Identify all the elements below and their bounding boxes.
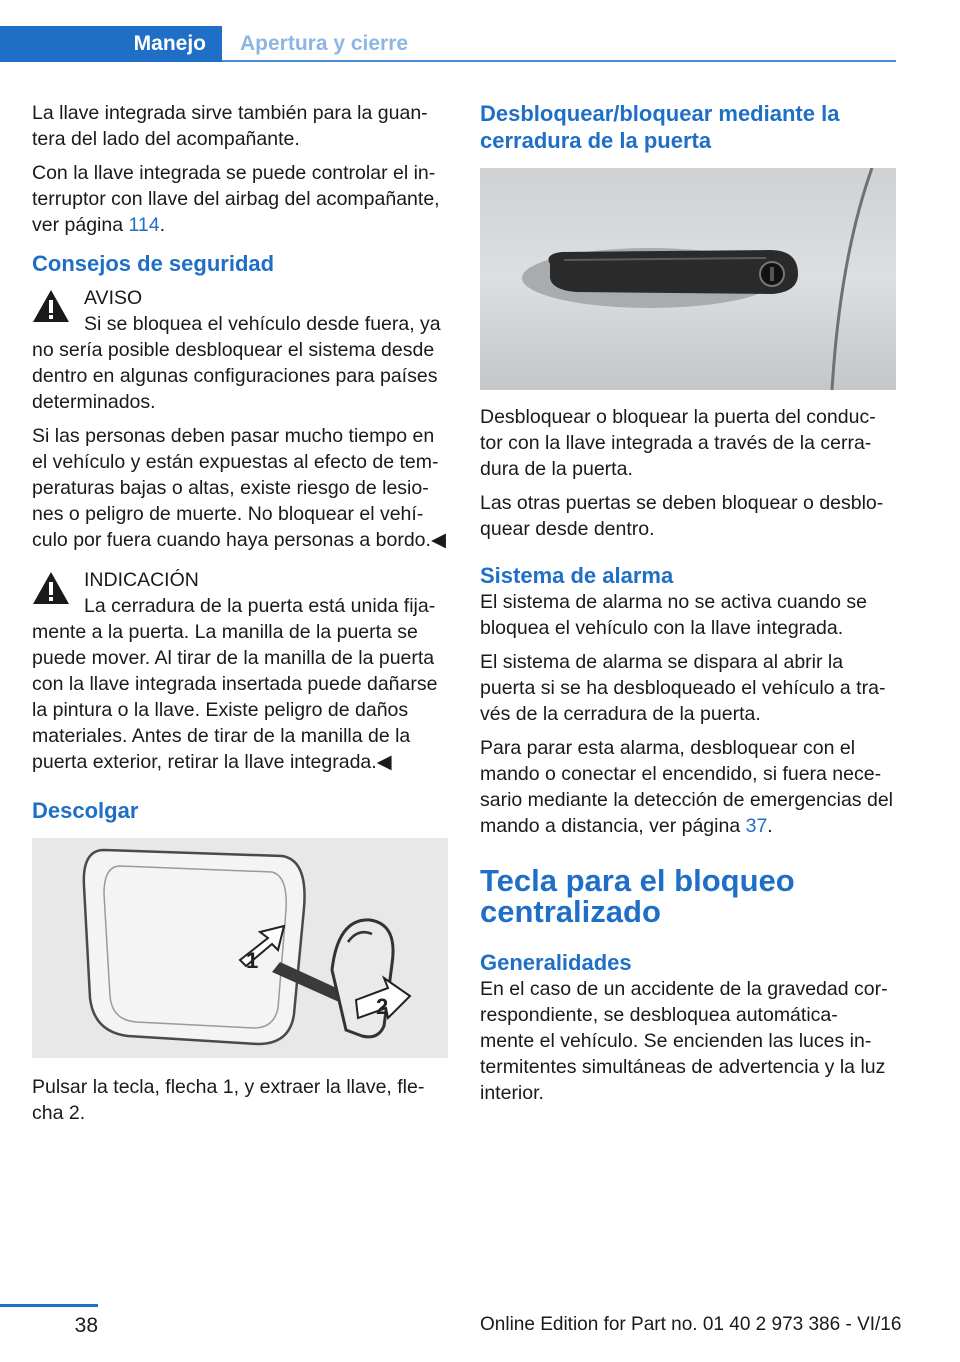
paragraph-other-doors: Las otras puertas se deben bloquear o desblo‐ quear desde dentro. (480, 492, 884, 540)
heading-descolgar: Descolgar (32, 798, 139, 823)
warning-title-indicacion: INDICACIÓN (84, 569, 199, 591)
caption-key-removal: Pulsar la tecla, flecha 1, y extraer la llave, fle‐ cha 2. (32, 1076, 425, 1124)
paragraph-alarm-1: El sistema de alarma no se activa cuando se bloquea el vehículo con la llave integrada. (480, 591, 867, 639)
page-link-114[interactable]: 114 (128, 214, 160, 236)
paragraph-lock-driver-door: Desbloquear o bloquear la puerta del conduc‐ tor con la llave integrada a través de la cerra‐ dura de la puerta. (480, 406, 876, 480)
warning-body-aviso: Si se bloquea el vehículo desde fuera, ya no sería posible desbloquear el sistema desde dentro en algunas configuraciones para países determinados. (32, 313, 441, 413)
figure-key-removal (32, 838, 448, 1058)
key-removal-illustration (32, 838, 448, 1058)
warning-body-indicacion: La cerradura de la puerta está unida fija‐ mente a la puerta. La manilla de la puerta se puede mover. Al tirar de la manilla de la puerta con la llave integrada insertada puede dañarse la pintura o la llave. Existe peligro de daños materiales. Antes de tirar de la manilla de la puerta exterior, retirar la llave integrada.◀ (32, 595, 438, 773)
page-number: 38 (74, 1314, 98, 1337)
tab-manejo[interactable]: Manejo (0, 26, 222, 62)
warning-block-aviso (32, 285, 448, 311)
left-column (32, 100, 448, 1134)
warning-title-aviso: AVISO (84, 287, 143, 309)
header-divider (222, 60, 896, 62)
paragraph-alarm-3: Para parar esta alarma, desbloquear con el mando o conectar el encendido, si fuera nece‐ sario mediante la detección de emergencias del mando a distancia, ver página 37. (480, 737, 893, 837)
footer-divider (0, 1304, 98, 1307)
edition-note: Online Edition for Part no. 01 40 2 973 386 - VI/16 (480, 1314, 902, 1335)
figure-label-1: 1 (246, 948, 259, 973)
page-header (0, 0, 960, 64)
paragraph-general: En el caso de un accidente de la gravedad cor‐ respondiente, se desbloquea automática‐ mente el vehículo. Se encienden las luces in‐ termitentes simultáneas de advertencia y la luz interior. (480, 978, 888, 1104)
warning-block-indicacion (32, 567, 448, 593)
door-handle-illustration (480, 168, 896, 390)
figure-label-2: 2 (376, 994, 389, 1019)
page-link-37[interactable]: 37 (745, 815, 768, 837)
warning-icon (32, 571, 70, 605)
heading-alarm-system: Sistema de alarma (480, 563, 674, 588)
tab-apertura-y-cierre[interactable]: Apertura y cierre (240, 32, 409, 55)
paragraph-integrated-key: La llave integrada sirve también para la guan‐ tera del lado del acompañante. (32, 102, 428, 150)
paragraph-alarm-2: El sistema de alarma se dispara al abrir la puerta si se ha desbloqueado el vehículo a tra‐ vés de la cerradura de la puerta. (480, 651, 886, 725)
heading-central-locking: Tecla para el bloqueo centralizado (480, 863, 795, 929)
warning-icon (32, 289, 70, 323)
heading-general: Generalidades (480, 950, 632, 975)
figure-door-handle (480, 168, 896, 390)
heading-safety-tips: Consejos de seguridad (32, 251, 275, 276)
right-column (480, 100, 896, 1114)
warning-body-aviso-2: Si las personas deben pasar mucho tiempo en el vehículo y están expuestas al efecto de tem‐ peraturas bajas o altas, existe riesgo de lesio‐ nes o peligro de muerte. No bloquear el vehí‐ culo por fuera cuando haya personas a bordo.◀ (32, 425, 446, 551)
paragraph-airbag-switch: Con la llave integrada se puede controlar el in‐ terruptor con llave del airbag del acompañante, ver página 114. (32, 162, 440, 236)
heading-door-lock: Desbloquear/bloquear mediante la cerradura de la puerta (480, 101, 840, 153)
